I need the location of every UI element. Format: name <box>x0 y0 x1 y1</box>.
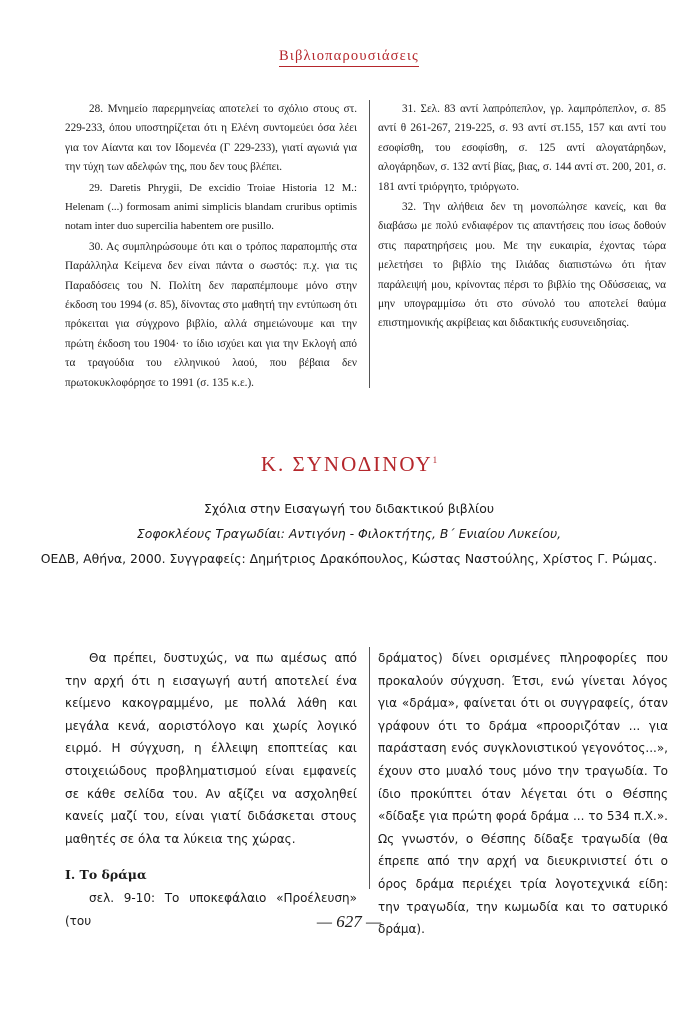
review-author-heading <box>0 452 698 477</box>
body-paragraph-intro: Θα πρέπει, δυστυχώς, να πω αμέσως από την αρχή ότι η εισαγωγή αυτή αποτελεί ένα κείμενο κακογραμμένο, με πολλά λάθη και μεγάλα κενά, αοριστόλογο και χωρίς λογικό ειρμό. Η σύγχυση, η έλλειψη εποπτείας και στοιχειώδους προβληματισμού είναι εμφανείς σε κάθε σελίδα του. Αν αξίζει να ασχοληθεί κανείς μαζί του, είναι γιατί διδάσκεται στους μαθητές σε όλα τα λύκεια της χώρας. <box>65 651 357 846</box>
body-paragraph-continued: δράματος) δίνει ορισμένες πληροφορίες που προκαλούν σύγχυση. Έτσι, ενώ γίνεται λόγος για «δράμα», φαίνεται ότι οι συγγραφείς, όταν γράφουν ότι το δράμα «προοριζόταν ... για παράσταση ενός συγκλονιστικού γεγονότος...», έχουν στο μυαλό τους μόνο την τραγωδία. Το ίδιο προκύπτει όταν λέγεται ότι ο Θέσπης «δίδαξε για πρώτη φορά δράμα ... το 534 π.Χ.». Ως γνωστόν, ο Θέσπης δίδαξε τραγωδία (θα έπρεπε από την αρχή να διευκρινιστεί ότι ο όρος δράμα περιέχει τρία λογοτεχνικά είδη: την τραγωδία, την κωμωδία και το σατυρικό δράμα). <box>378 651 668 937</box>
body-right-column <box>378 647 668 941</box>
footnote-31: 31. Σελ. 83 αντί λαπρόπεπλον, γρ. λαμπρόπεπλον, σ. 85 αντί θ 261-267, 219-225, σ. 93 αντί στ.155, 157 και αντί του εσοφίσθη, του εσοφίσθη, σ. 125 αντί αλογατάρηδων, αλογάρηδων, σ. 132 αντί βίας, βιας, σ. 144 αντί στ. 200, 201, σ. 181 αντί τριόργητο, τριόργωτο. <box>378 103 666 193</box>
reviewed-book-info <box>0 496 698 571</box>
running-title: Βιβλιοπαρουσιάσεις <box>279 48 419 67</box>
subtitle-line-2: Σοφοκλέους Τραγωδίαι: Αντιγόνη - Φιλοκτήτης, Β΄ Ενιαίου Λυκείου, <box>136 526 562 541</box>
body-paragraph-pages: σελ. 9-10: Το υποκεφάλαιο «Προέλευση» (του <box>65 890 357 928</box>
footnote-30: 30. Ας συμπληρώσουμε ότι και ο τρόπος παραπομπής στα Παράλληλα Κείμενα δεν είναι πάντα ο σωστός: π.χ. για τις Παραδόσεις του Ν. Πολίτη δεν παραπέμπουμε μόνο στην έκδοση του 1994 (σ. 85), δίνοντας στο μαθητή την εντύπωση ότι πρόκειται για σύγχρονο βιβλίο, αλλά σημειώνουμε και την πρώτη έκδοση του 1904· το ίδιο ισχύει και για την Εκλογή από τα τραγούδια του ελληνικού λαού, που βέβαια δεν πρωτοκυκλοφόρησε το 1991 (σ. 135 κ.ε.). <box>65 240 357 389</box>
running-header <box>0 48 698 65</box>
subtitle-line-1: Σχόλια στην Εισαγωγή του διδακτικού βιβλίου <box>203 501 494 516</box>
author-name: Κ. ΣΥΝΟΔΙΝΟΥ <box>260 452 433 476</box>
footnotes-left-column <box>65 100 357 393</box>
column-divider-footnotes <box>369 100 370 388</box>
footnote-28: 28. Μνημείο παρερμηνείας αποτελεί το σχόλιο στους στ. 229-233, όπου υποστηρίζεται ότι η Ελένη συντομεύει όσα λέει για τον Αίαντα και τον Ιδομενέα (Γ 229-233), γιατί αγωνιά για την τύχη των αδελφών της, που δεν τους βλέπει. <box>65 103 357 174</box>
section-heading-drama: Ι. Το δράμα <box>65 867 147 883</box>
footnote-29: 29. Daretis Phrygii, De excidio Troiae Historia 12 M.: Helenam (...) formosam animi simplicis blandam cruribus optimis notam inter duo supercilia habentem ore pusillo. <box>65 181 357 233</box>
footnotes-right-column <box>378 100 666 334</box>
subtitle-line-3: ΟΕΔΒ, Αθήνα, 2000. Συγγραφείς: Δημήτριος Δρακόπουλος, Κώστας Ναστούλης, Χρίστος Γ. Ρώμας. <box>40 551 658 566</box>
author-footnote-mark: 1 <box>432 455 438 465</box>
footnote-32: 32. Την αλήθεια δεν τη μονοπώλησε κανείς, και θα διαβάσω με πολύ ενδιαφέρον τις απαντήσεις που ίσως δοθούν στις παρατηρήσεις μου. Με την ευκαιρία, έχοντας τώρα μελετήσει το βιβλίο της Ιλιάδας διαπιστώνω ότι ήταν παράλειψή μου, κρίνοντας πέρσι το βιβλίο της Οδύσσειας, να μην υπογραμμίσω ότι στο σύνολό του αποτελεί θαύμα επιστημονικής ακρίβειας και διδακτικής ευσυνειδησίας. <box>378 201 666 330</box>
page-number: — 627 — <box>316 912 382 931</box>
body-left-column <box>65 647 357 932</box>
column-divider-body <box>369 647 370 889</box>
